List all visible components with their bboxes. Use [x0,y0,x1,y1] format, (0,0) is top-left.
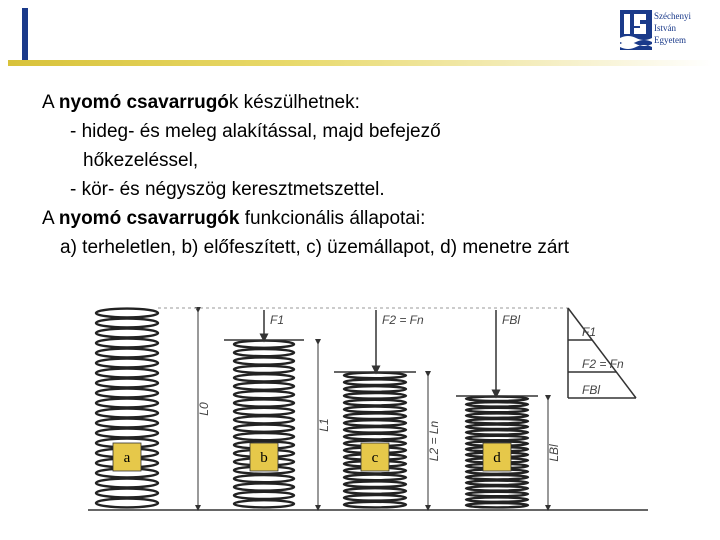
spring-coil [344,407,406,413]
spring-b [224,340,304,507]
diagram-f1-label: F1 [582,325,597,339]
force-f2-label: F2 = Fn [382,313,424,327]
spring-coil [96,359,158,368]
spring-coil [344,413,406,419]
spring-coil [344,386,406,392]
spring-coil [234,433,294,440]
body-line-5-bold: nyomó csavarrugók [58,208,240,229]
spring-coil [234,349,294,356]
spring-coil [234,366,294,373]
spring-label-a: a [123,450,131,466]
spring-coil [466,408,528,412]
spring-coil [96,399,158,408]
spring-coil [344,481,406,487]
spring-coil [344,475,406,481]
spring-coil [234,475,294,482]
spring-c [334,372,416,507]
force-fbl-label: FBl [502,313,520,327]
spring-coil [466,413,528,417]
spring-coil [466,402,528,406]
states-list: a) terheletlen, b) előfeszített, c) üzemállapot, d) menetre zárt [60,237,570,258]
body-line-1 [42,88,702,117]
body-line-1-suffix: k készülhetnek: [228,92,360,113]
spring-coil [234,492,294,499]
spring-coil [344,420,406,426]
diagram-f2-label: F2 = Fn [582,357,624,371]
spring-label-b: b [260,450,268,466]
spring-coil [96,409,158,418]
spring-coil [96,479,158,488]
spring-coil [96,339,158,348]
diagram-fbl-label: FBl [582,383,600,397]
body-line-5-prefix: A [42,208,59,229]
spring-coil [96,349,158,358]
logo-line-3: Egyetem [654,35,686,45]
spring-coil [466,481,528,485]
spring-coil [344,400,406,406]
header-rule [8,60,712,66]
spring-coil [466,419,528,423]
logo-wordmark [654,10,691,46]
logo-emblem-icon [620,10,652,50]
dim-l2-label: L2 = Ln [427,420,441,462]
diagram-slope-line [568,308,636,398]
spring-coil [466,475,528,479]
spring-coil [466,397,528,401]
title-accent-bar [22,8,28,64]
bullet-cross-section: - kör- és négyszög keresztmetszettel. [70,179,385,200]
spring-coil [466,497,528,501]
spring-coil [344,393,406,399]
dim-l1-label: L1 [317,418,331,432]
spring-coil [344,488,406,494]
spring-coil [234,416,294,423]
spring-coil [234,341,294,348]
spring-states-figure [88,300,648,518]
spring-coil [344,495,406,501]
spring-coil [234,374,294,381]
spring-coil [96,389,158,398]
spring-coil [96,379,158,388]
spring-coil [466,486,528,490]
body-line-1-prefix: A [42,92,59,113]
spring-label-d: d [493,450,501,466]
spring-coil [466,430,528,434]
bullet-cold-hot: - hideg- és meleg alakítással, majd befejező [70,121,441,142]
spring-coil [234,408,294,415]
spring-coil [466,425,528,429]
spring-coil [466,492,528,496]
university-logo [620,8,712,52]
spring-coil [466,503,528,507]
dim-lbl-label: LBl [547,444,561,462]
body-line-1-bold: nyomó csavarrugó [58,92,229,113]
spring-coil [96,329,158,338]
spring-coil [344,427,406,433]
spring-label-c: c [371,450,379,466]
spring-coil [234,391,294,398]
spring-coil [96,369,158,378]
bullet-cold-hot-cont: hőkezeléssel, [83,150,199,171]
force-f1-label: F1 [270,313,285,327]
spring-coil [96,309,158,318]
spring-d [456,396,538,507]
spring-coil [96,499,158,508]
logo-line-2: István [654,23,676,33]
spring-coil [344,434,406,440]
spring-coil [96,429,158,438]
spring-coil [96,489,158,498]
body-line-5-suffix: funkcionális állapotai: [239,208,426,229]
spring-coil [344,373,406,379]
spring-coil [234,500,294,507]
spring-coil [344,379,406,385]
spring-coil [234,483,294,490]
dim-l0-label: L0 [197,402,211,416]
spring-coil [234,357,294,364]
spring-coil [96,319,158,328]
slide-body [42,88,702,262]
spring-a [96,309,158,508]
body-line-5 [42,204,702,233]
logo-line-1: Széchenyi [654,11,691,21]
spring-coil [96,419,158,428]
spring-coil [466,436,528,440]
spring-coil [234,425,294,432]
spring-coil [234,399,294,406]
spring-coil [234,383,294,390]
spring-coil [344,502,406,508]
